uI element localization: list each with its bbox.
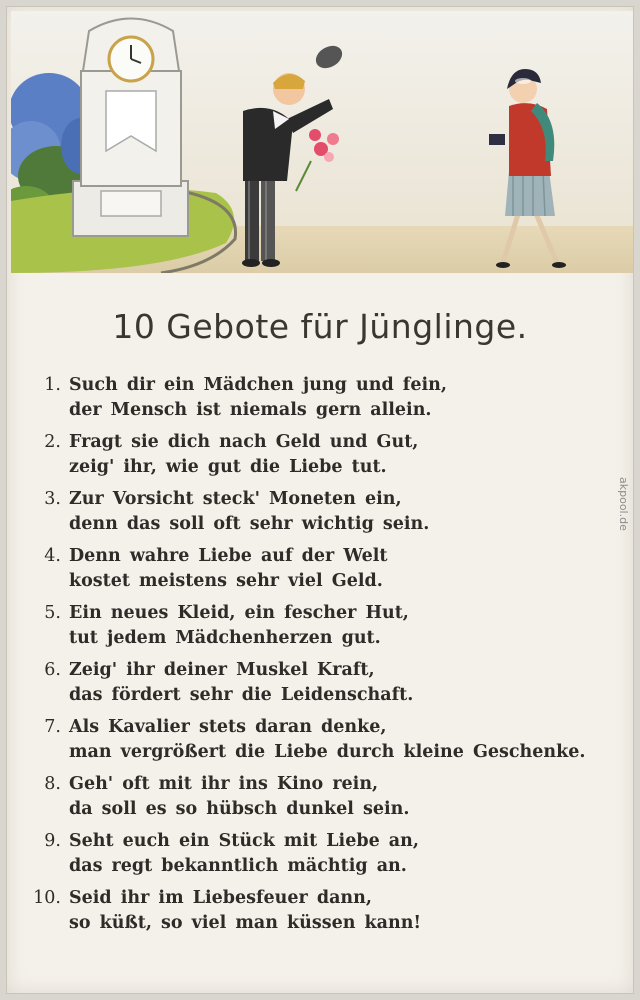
rule-line-1: Seid ihr im Liebesfeuer dann, (69, 888, 372, 908)
rule-number: 9. (44, 831, 61, 851)
rule-line-2: da soll es so hübsch dunkel sein. (69, 799, 410, 819)
rule-item (29, 829, 629, 879)
rule-line-1: Denn wahre Liebe auf der Welt (69, 546, 388, 566)
rule-item (29, 658, 629, 708)
rule-line-2: das fördert sehr die Leidenschaft. (69, 685, 414, 705)
watermark: akpool.de (617, 477, 630, 531)
rule-number: 10. (33, 888, 61, 908)
rule-item (29, 715, 629, 765)
rule-number: 4. (44, 546, 61, 566)
rules-list (29, 373, 629, 943)
rule-item (29, 487, 629, 537)
rule-number: 6. (44, 660, 61, 680)
rule-line-2: der Mensch ist niemals gern allein. (69, 400, 432, 420)
rule-line-2: denn das soll oft sehr wichtig sein. (69, 514, 430, 534)
rule-item (29, 601, 629, 651)
rule-line-1: Geh' oft mit ihr ins Kino rein, (69, 774, 379, 794)
rule-line-2: das regt bekanntlich mächtig an. (69, 856, 407, 876)
rule-item (29, 544, 629, 594)
rule-item (29, 373, 629, 423)
illustration (11, 11, 633, 273)
rule-number: 2. (44, 432, 61, 452)
rule-line-2: kostet meistens sehr viel Geld. (69, 571, 383, 591)
clock-pillar (73, 19, 188, 237)
rule-item (29, 886, 629, 936)
rule-line-1: Fragt sie dich nach Geld und Gut, (69, 432, 419, 452)
page-title: 10 Gebote für Jünglinge. (112, 307, 528, 346)
rule-number: 3. (44, 489, 61, 509)
rule-line-2: tut jedem Mädchenherzen gut. (69, 628, 381, 648)
rule-line-1: Zeig' ihr deiner Muskel Kraft, (69, 660, 375, 680)
rule-line-2: so küßt, so viel man küssen kann! (69, 913, 422, 933)
rule-line-2: man vergrößert die Liebe durch kleine Geschenke. (69, 742, 586, 762)
postcard (6, 6, 634, 994)
rule-number: 8. (44, 774, 61, 794)
rule-item (29, 430, 629, 480)
rule-number: 5. (44, 603, 61, 623)
rule-line-1: Als Kavalier stets daran denke, (69, 717, 387, 737)
rule-line-1: Seht euch ein Stück mit Liebe an, (69, 831, 419, 851)
rule-line-1: Zur Vorsicht steck' Moneten ein, (69, 489, 402, 509)
rule-number: 7. (44, 717, 61, 737)
rule-line-2: zeig' ihr, wie gut die Liebe tut. (69, 457, 387, 477)
rule-item (29, 772, 629, 822)
rule-line-1: Ein neues Kleid, ein fescher Hut, (69, 603, 409, 623)
courtship-scene (11, 11, 633, 273)
rule-number: 1. (44, 375, 61, 395)
rule-line-1: Such dir ein Mädchen jung und fein, (69, 375, 447, 395)
